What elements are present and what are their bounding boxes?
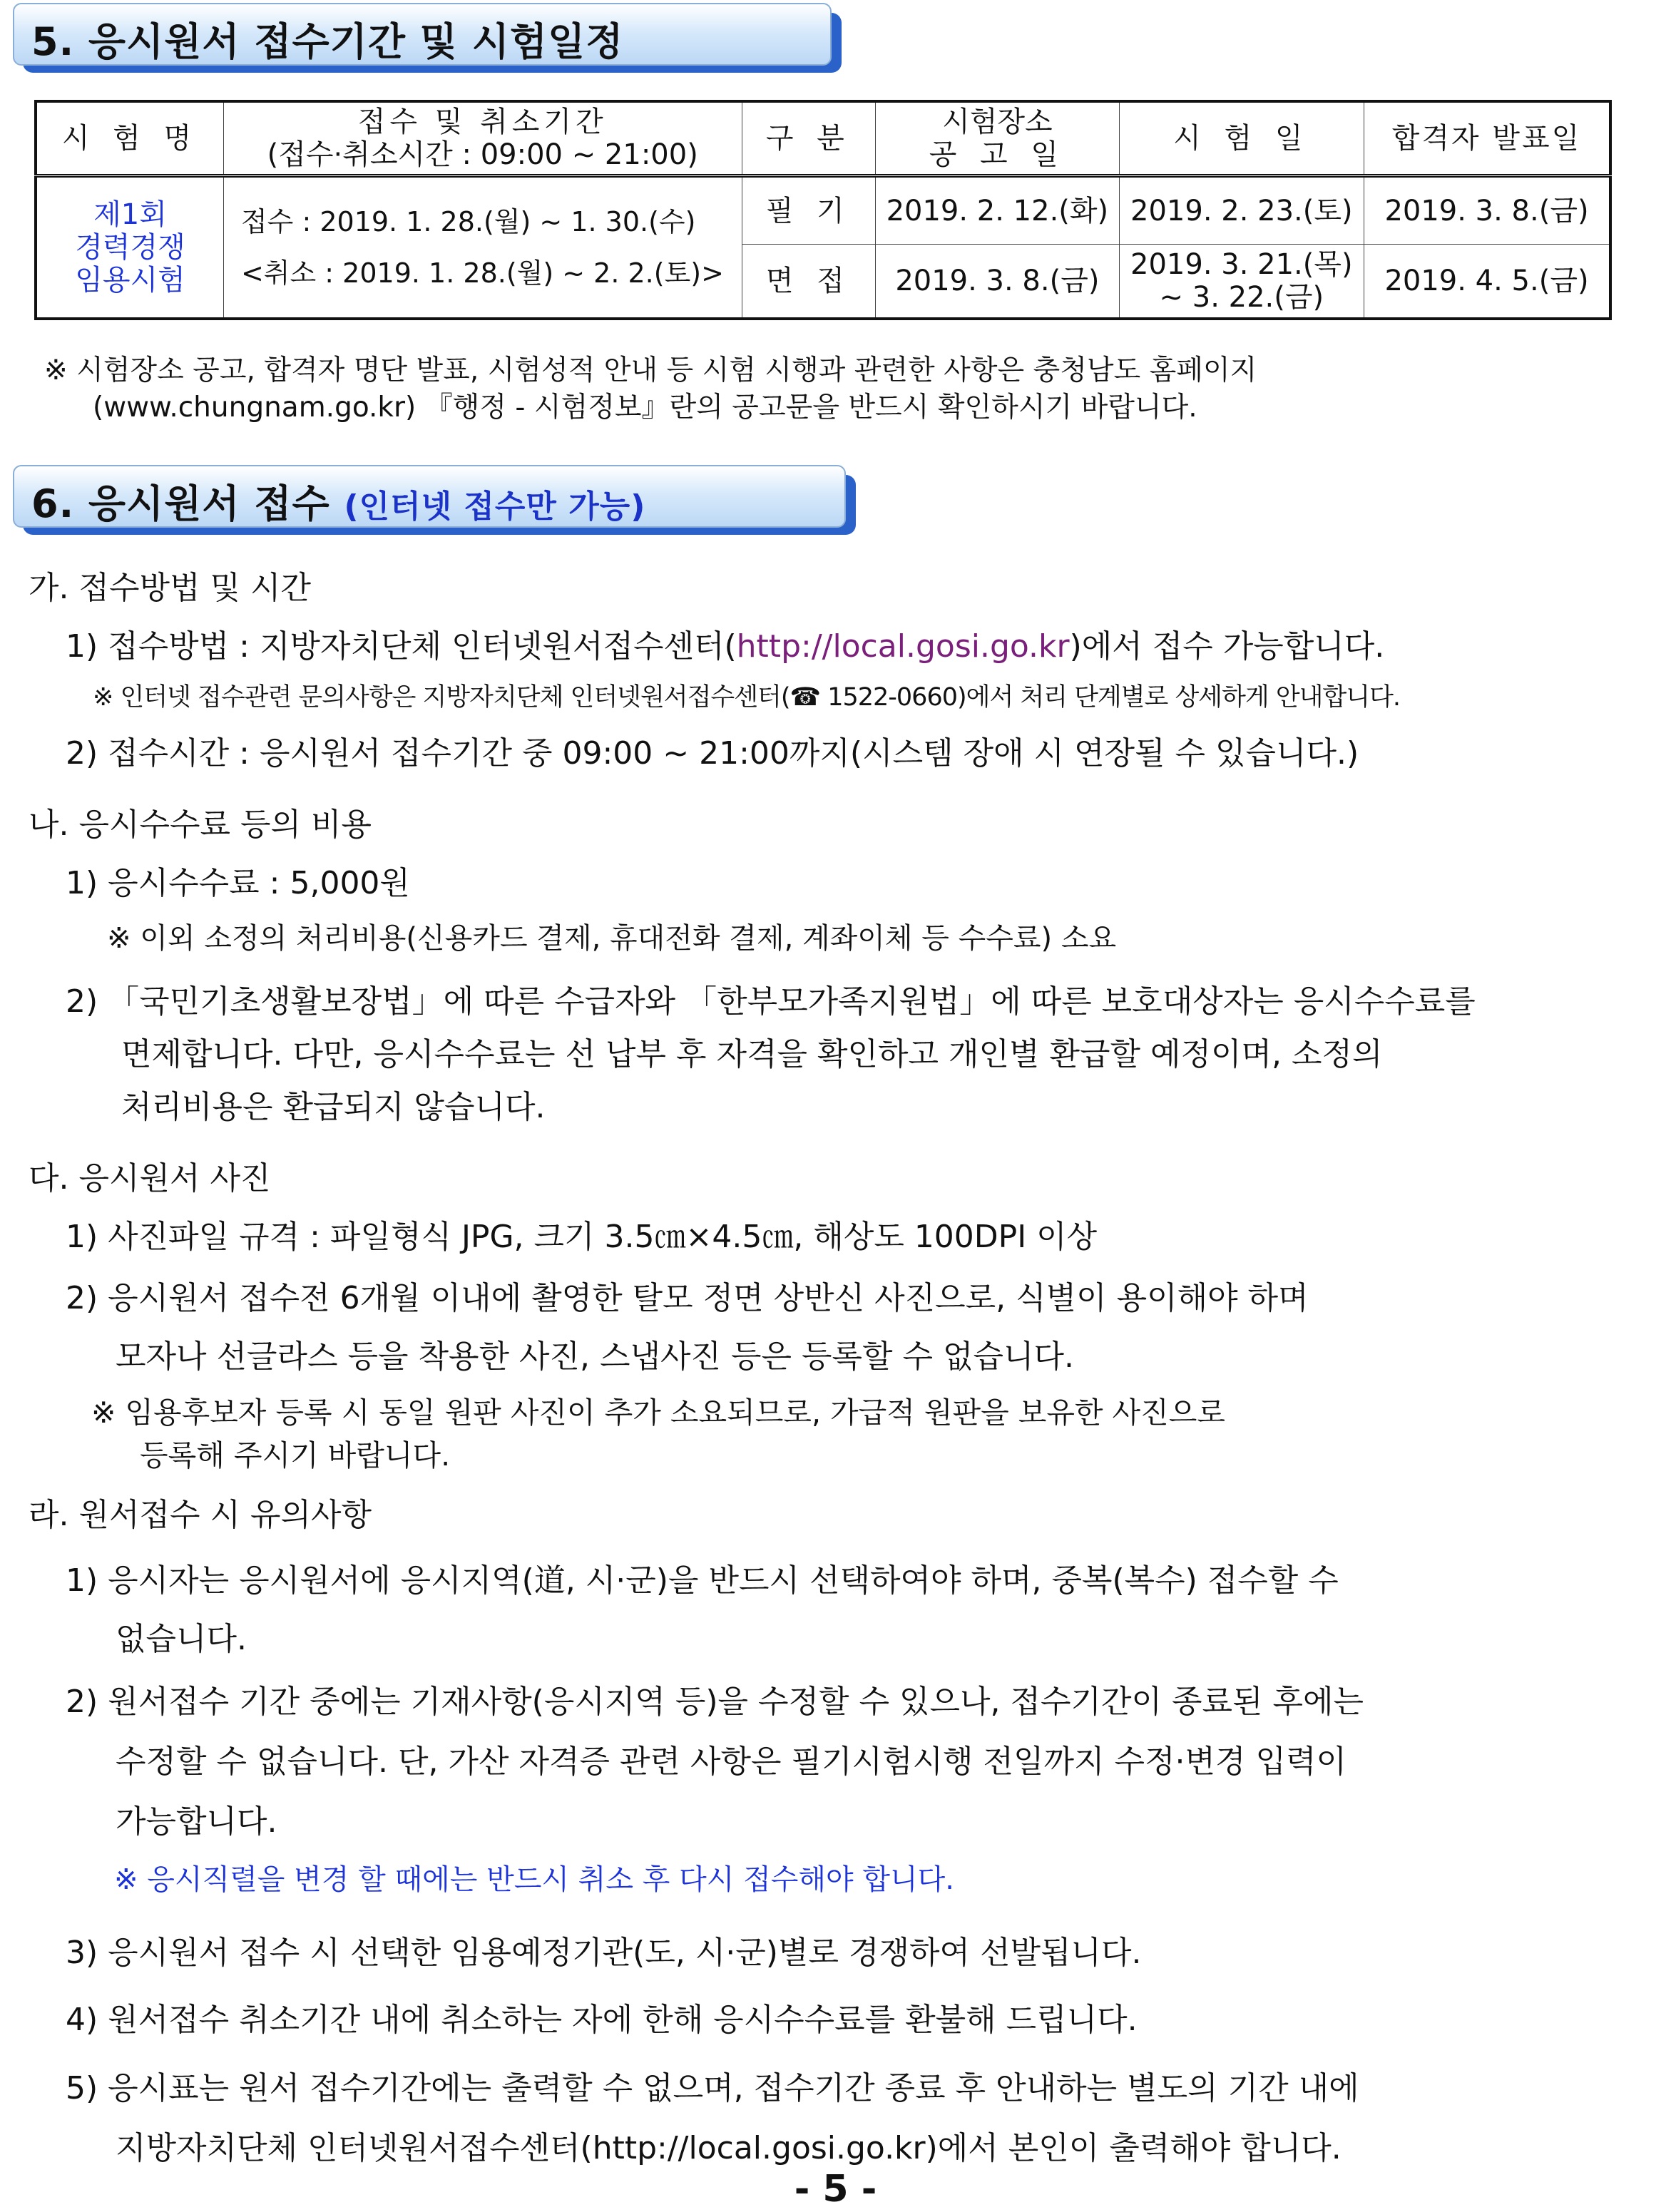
ga-item1 bbox=[66, 620, 1384, 666]
ra-item2-l1: 2) 원서접수 기간 중에는 기재사항(응시지역 등)을 수정할 수 있으나, 접수기간이 종료된 후에는 bbox=[66, 1684, 1364, 1720]
ra-item5-l2: 지방자치단체 인터넷원서접수센터(http://local.gosi.go.kr)에서 본인이 출력해야 합니다. bbox=[116, 2130, 1342, 2166]
ga-note1: ※ 인터넷 접수관련 문의사항은 지방자치단체 인터넷원서접수센터(☎ 1522-0660)에서 처리 단계별로 상세하게 안내합니다. bbox=[93, 683, 1401, 712]
header-category: 구 분 bbox=[742, 101, 876, 176]
section-6-header bbox=[13, 465, 846, 528]
receipt-line: 접수 : 2019. 1. 28.(월) ~ 1. 30.(수) bbox=[240, 205, 696, 237]
ra-heading: 라. 원서접수 시 유의사항 bbox=[29, 1497, 372, 1533]
exam-name-cell bbox=[36, 176, 223, 319]
ra-item1-l1: 1) 응시자는 응시원서에 응시지역(道, 시·군)을 반드시 선택하여야 하며, 중복(복수) 접수할 수 bbox=[66, 1562, 1339, 1599]
examday-interview bbox=[1119, 245, 1364, 319]
na-item1: 1) 응시수수료 : 5,000원 bbox=[66, 865, 410, 901]
header-venue-line1: 시험장소 bbox=[942, 106, 1053, 138]
schedule-table bbox=[34, 100, 1612, 320]
header-period bbox=[223, 101, 742, 176]
section-6-title bbox=[31, 473, 645, 528]
da-item1: 1) 사진파일 규격 : 파일형식 JPG, 크기 3.5㎝×4.5㎝, 해상도 100DPI 이상 bbox=[66, 1219, 1098, 1255]
section-6-title-main: 6. 응시원서 접수 bbox=[31, 481, 330, 526]
result-written: 2019. 3. 8.(금) bbox=[1364, 176, 1610, 245]
ra-item5-l1: 5) 응시표는 원서 접수기간에는 출력할 수 없으며, 접수기간 종료 후 안내하는 별도의 기간 내에 bbox=[66, 2070, 1359, 2106]
examday-written: 2019. 2. 23.(토) bbox=[1119, 176, 1364, 245]
category-interview: 면 접 bbox=[742, 245, 876, 319]
venue-interview: 2019. 3. 8.(금) bbox=[876, 245, 1119, 319]
examday-interview-line2: ~ 3. 22.(금) bbox=[1159, 280, 1324, 314]
exam-name-line1: 제1회 bbox=[93, 198, 167, 231]
header-period-line2: (접수·취소시간 : 09:00 ~ 21:00) bbox=[267, 138, 698, 171]
da-heading: 다. 응시원서 사진 bbox=[29, 1160, 271, 1197]
ga-item1-pre: 1) 접수방법 : 지방자치단체 인터넷원서접수센터( bbox=[66, 628, 737, 665]
ga-heading: 가. 접수방법 및 시간 bbox=[29, 570, 311, 606]
receipt-period-cell bbox=[223, 176, 742, 319]
exam-name-line3: 임용시험 bbox=[75, 263, 185, 297]
page-number: - 5 - bbox=[794, 2168, 877, 2211]
ra-item3: 3) 응시원서 접수 시 선택한 임용예정기관(도, 시·군)별로 경쟁하여 선발됩니다. bbox=[66, 1935, 1142, 1971]
table-row-written bbox=[36, 176, 1610, 245]
category-written: 필 기 bbox=[742, 176, 876, 245]
na-heading: 나. 응시수수료 등의 비용 bbox=[29, 807, 372, 843]
sec5-note-line2: (www.chungnam.go.kr) 『행정 - 시험정보』란의 공고문을 반드시 확인하시기 바랍니다. bbox=[93, 391, 1197, 424]
ra-item1-l2: 없습니다. bbox=[116, 1621, 247, 1657]
venue-written: 2019. 2. 12.(화) bbox=[876, 176, 1119, 245]
header-period-line1: 접수 및 취소기간 bbox=[357, 106, 608, 138]
cancel-line: <취소 : 2019. 1. 28.(월) ~ 2. 2.(토)> bbox=[240, 257, 724, 289]
ra-item2-l3: 가능합니다. bbox=[116, 1803, 277, 1840]
header-exam-day: 시 험 일 bbox=[1119, 101, 1364, 176]
na-item2-l1: 2) 「국민기초생활보장법」에 따른 수급자와 「한부모가족지원법」에 따른 보호대상자는 응시수수료를 bbox=[66, 983, 1476, 1020]
da-note-l2: 등록해 주시기 바랍니다. bbox=[140, 1438, 451, 1473]
da-note-l1: ※ 임용후보자 등록 시 동일 원판 사진이 추가 소요되므로, 가급적 원판을 보유한 사진으로 bbox=[91, 1396, 1225, 1430]
da-item2-l1: 2) 응시원서 접수전 6개월 이내에 촬영한 탈모 정면 상반신 사진으로, 식별이 용이해야 하며 bbox=[66, 1280, 1309, 1316]
header-exam-name: 시 험 명 bbox=[36, 101, 223, 176]
da-item2-l2: 모자나 선글라스 등을 착용한 사진, 스냅사진 등은 등록할 수 없습니다. bbox=[116, 1338, 1074, 1375]
header-result: 합격자 발표일 bbox=[1364, 101, 1610, 176]
examday-interview-line1: 2019. 3. 21.(목) bbox=[1130, 247, 1353, 281]
ra-item2-l2: 수정할 수 없습니다. 단, 가산 자격증 관련 사항은 필기시험시행 전일까지 수정·변경 입력이 bbox=[116, 1744, 1346, 1780]
na-item2-l3: 처리비용은 환급되지 않습니다. bbox=[121, 1089, 546, 1125]
section-6-subtitle: (인터넷 접수만 가능) bbox=[344, 488, 646, 525]
ga-item1-post: )에서 접수 가능합니다. bbox=[1069, 628, 1385, 665]
sec5-note-line1: ※ 시험장소 공고, 합격자 명단 발표, 시험성적 안내 등 시험 시행과 관련한 사항은 충청남도 홈페이지 bbox=[44, 354, 1257, 386]
ra-item2-note: ※ 응시직렬을 변경 할 때에는 반드시 취소 후 다시 접수해야 합니다. bbox=[114, 1863, 955, 1896]
table-header-row bbox=[36, 101, 1610, 176]
result-interview: 2019. 4. 5.(금) bbox=[1364, 245, 1610, 319]
header-venue-line2: 공 고 일 bbox=[929, 138, 1066, 171]
section-5-header bbox=[13, 3, 832, 66]
ra-item4: 4) 원서접수 취소기간 내에 취소하는 자에 한해 응시수수료를 환불해 드립니다. bbox=[66, 2002, 1138, 2038]
na-item2-l2: 면제합니다. 다만, 응시수수료는 선 납부 후 자격을 확인하고 개인별 환급할 예정이며, 소정의 bbox=[121, 1036, 1383, 1072]
gosi-link[interactable]: http://local.gosi.go.kr bbox=[736, 628, 1070, 665]
exam-name-line2: 경력경쟁 bbox=[75, 230, 185, 264]
ga-item2: 2) 접수시간 : 응시원서 접수기간 중 09:00 ~ 21:00까지(시스템 장애 시 연장될 수 있습니다.) bbox=[66, 735, 1359, 772]
header-venue bbox=[876, 101, 1119, 176]
na-note1: ※ 이외 소정의 처리비용(신용카드 결제, 휴대전화 결제, 계좌이체 등 수수료) 소요 bbox=[107, 922, 1117, 955]
section-5-title: 5. 응시원서 접수기간 및 시험일정 bbox=[31, 19, 624, 64]
